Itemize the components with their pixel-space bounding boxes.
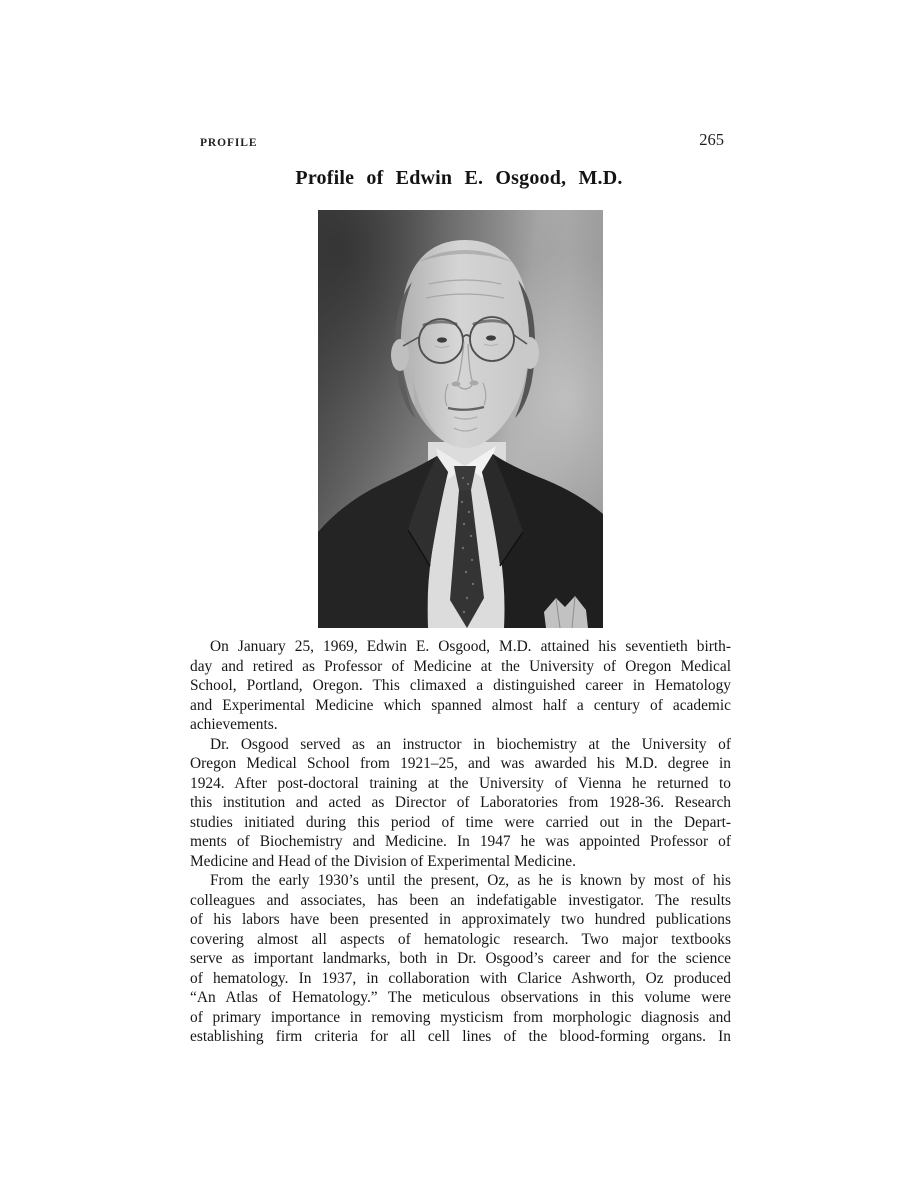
page-number: 265 — [699, 130, 724, 149]
text-line: establishing firm criteria for all cell lines of the blood-forming organs. In — [190, 1028, 731, 1045]
running-head: PROFILE — [200, 137, 258, 149]
text-line: On January 25, 1969, Edwin E. Osgood, M.D. attained his seventieth birth- — [210, 638, 731, 655]
text-line: colleagues and associates, has been an indefatigable investigator. The results — [190, 891, 731, 909]
text-line: of primary importance in removing mysticism from morphologic diagnosis and — [190, 1008, 731, 1026]
text-line: and Experimental Medicine which spanned almost half a century of academic — [190, 696, 731, 714]
text-line: studies initiated during this period of time were carried out in the Depart- — [190, 813, 731, 831]
article-body — [190, 637, 731, 1047]
text-line: School, Portland, Oregon. This climaxed a distinguished career in Hematology — [190, 677, 731, 694]
text-line: From the early 1930’s until the present, Oz, as he is known by most of his — [210, 872, 731, 889]
page-title: Profile of Edwin E. Osgood, M.D. — [295, 167, 623, 189]
text-line: ments of Biochemistry and Medicine. In 1947 he was appointed Professor of — [190, 833, 731, 850]
text-line: this institution and acted as Director of Laboratories from 1928-36. Research — [190, 794, 731, 811]
portrait-photo — [318, 210, 603, 628]
portrait-illustration — [318, 210, 603, 628]
text-line: serve as important landmarks, both in Dr. Osgood’s career and for the science — [190, 950, 731, 967]
text-line: of his labors have been presented in approximately two hundred publications — [190, 911, 731, 928]
text-line: covering almost all aspects of hematologic research. Two major textbooks — [190, 930, 731, 948]
text-line: “An Atlas of Hematology.” The meticulous observations in this volume were — [190, 989, 731, 1006]
text-line: Dr. Osgood served as an instructor in biochemistry at the University of — [210, 735, 731, 753]
text-line: Oregon Medical School from 1921–25, and was awarded his M.D. degree in — [190, 755, 731, 772]
text-line: achievements. — [190, 716, 278, 733]
text-line: day and retired as Professor of Medicine at the University of Oregon Medical — [190, 657, 731, 675]
text-line: of hematology. In 1937, in collaboration with Clarice Ashworth, Oz produced — [190, 969, 731, 987]
text-line: Medicine and Head of the Division of Experimental Medicine. — [190, 852, 576, 870]
text-line: 1924. After post-doctoral training at the University of Vienna he returned to — [190, 774, 731, 792]
